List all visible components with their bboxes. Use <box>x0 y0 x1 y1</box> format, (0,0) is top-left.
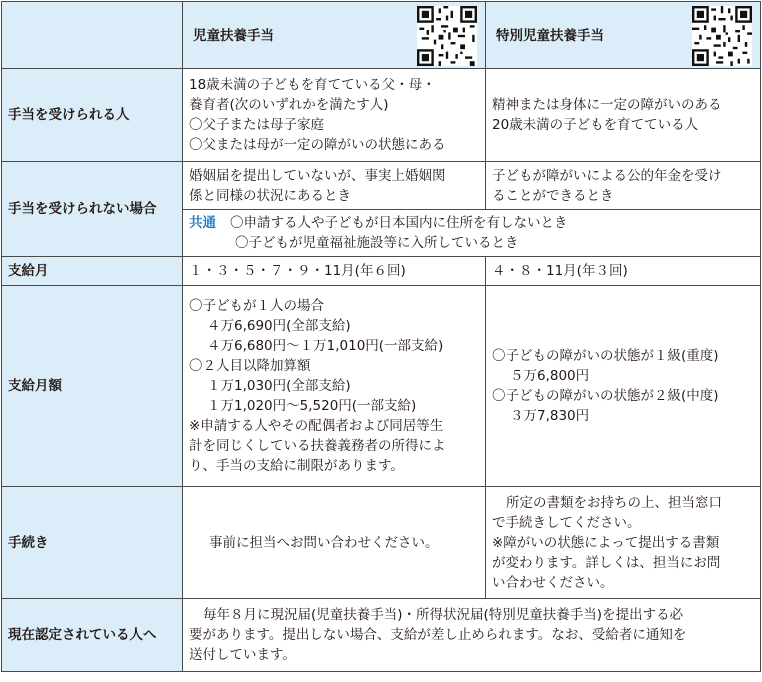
ineligible-common-cell <box>183 210 761 257</box>
common-line-1 <box>189 213 754 233</box>
procedure-col2-line: 所定の書類をお持ちの上、担当窓口 <box>506 494 722 511</box>
common-line-2: 〇子どもが児童福祉施設等に入所しているとき <box>235 235 519 251</box>
ineligible-col2-line: 子どもが障がいによる公的年金を受け <box>492 167 722 184</box>
row-label-eligible: 手当を受けられる人 <box>2 69 183 162</box>
eligible-col2-cell <box>486 69 761 162</box>
common-line-text: 〇申請する人や子どもが日本国内に住所を有しないとき <box>230 215 568 231</box>
amount-col2-line: 〇子どもの障がいの状態が２級(中度) <box>492 388 719 404</box>
amount-col2-line: ５万6,800円 <box>510 368 590 384</box>
payment-amount-col2-cell <box>486 286 761 487</box>
ineligible-col2-cell <box>486 162 761 210</box>
procedure-col1: 事前に担当へお問い合わせください。 <box>183 487 486 599</box>
eligible-col1-line: 18歳未満の子どもを育てている父・母・ <box>189 77 436 93</box>
procedure-col2-cell <box>486 487 761 599</box>
payment-month-col2: ４・８・11月(年３回) <box>486 257 761 286</box>
row-label-current: 現在認定されている人へ <box>2 599 183 672</box>
payment-amount-col1-cell <box>183 286 486 487</box>
current-text-line: 要があります。提出しない場合、支給が差し止められます。なお、受給者に通知を <box>189 627 687 643</box>
allowance-comparison-table <box>1 1 761 672</box>
common-tag: 共通 <box>189 215 216 231</box>
amount-col1-note: り、手当の支給に制限があります。 <box>189 458 404 474</box>
current-text-cell <box>183 599 761 672</box>
eligible-col1-line: 養育者(次のいずれかを満たす人) <box>189 97 389 113</box>
procedure-col2-line: が変わります。詳しくは、担当にお問 <box>492 554 721 571</box>
row-label-ineligible: 手当を受けられない場合 <box>2 162 183 257</box>
procedure-col2-line: い合わせください。 <box>492 574 614 591</box>
header-empty-cell <box>2 2 183 69</box>
amount-col1-line: 〇子どもが１人の場合 <box>189 298 324 314</box>
amount-col1-note: ※申請する人やその配偶者および同居等生 <box>189 418 444 434</box>
row-label-payment-month: 支給月 <box>2 257 183 286</box>
eligible-col1-cell <box>183 69 486 162</box>
row-label-procedure: 手続き <box>2 487 183 599</box>
ineligible-col1-cell <box>183 162 486 210</box>
header-col2-title: 特別児童扶養手当 <box>496 28 604 44</box>
eligible-col1-line: 〇父子または母子家庭 <box>189 117 324 133</box>
eligible-col2-line: 20歳未満の子どもを育てている人 <box>492 117 699 133</box>
header-col1-title: 児童扶養手当 <box>193 28 274 44</box>
current-text-line: 毎年８月に現況届(児童扶養手当)・所得状況届(特別児童扶養手当)を提出する必 <box>203 607 684 623</box>
amount-col1-line: ４万6,680円～１万1,010円(一部支給) <box>207 338 444 354</box>
procedure-col2-line: で手続きしてください。 <box>492 514 641 531</box>
amount-col1-line: ４万6,690円(全部支給) <box>207 318 351 334</box>
amount-col2-line: 〇子どもの障がいの状態が１級(重度) <box>492 348 719 364</box>
row-payment-month <box>2 257 761 286</box>
row-procedure <box>2 487 761 599</box>
amount-col1-line: 〇２人目以降加算額 <box>189 358 311 374</box>
ineligible-col2-line: ることができるとき <box>492 187 614 204</box>
amount-col1-note: 計を同じくしている扶養義務者の所得によ <box>189 438 446 454</box>
qr-code-icon[interactable] <box>692 6 752 66</box>
row-current <box>2 599 761 672</box>
eligible-col2-line: 精神または身体に一定の障がいのある <box>492 97 722 113</box>
ineligible-col1-line: 係と同様の状況にあるとき <box>189 187 351 204</box>
row-payment-amount <box>2 286 761 487</box>
ineligible-col1-line: 婚姻届を提出していないが、事実上婚姻関 <box>189 167 446 184</box>
header-special-child-allowance <box>486 2 761 69</box>
payment-month-col1: １・３・５・７・９・11月(年６回) <box>183 257 486 286</box>
amount-col1-line: １万1,030円(全部支給) <box>207 378 351 394</box>
current-text-line: 送付しています。 <box>189 647 296 663</box>
procedure-col2-line: ※障がいの状態によって提出する書類 <box>492 534 720 551</box>
eligible-col1-line: 〇父または母が一定の障がいの状態にある <box>189 137 446 153</box>
amount-col1-line: １万1,020円～5,520円(一部支給) <box>207 398 417 414</box>
row-ineligible <box>2 162 761 210</box>
header-child-rearing-allowance <box>183 2 486 69</box>
header-row <box>2 2 761 69</box>
qr-code-icon[interactable] <box>417 6 477 66</box>
amount-col2-line: ３万7,830円 <box>510 408 590 424</box>
row-eligible <box>2 69 761 162</box>
row-label-payment-amount: 支給月額 <box>2 286 183 487</box>
